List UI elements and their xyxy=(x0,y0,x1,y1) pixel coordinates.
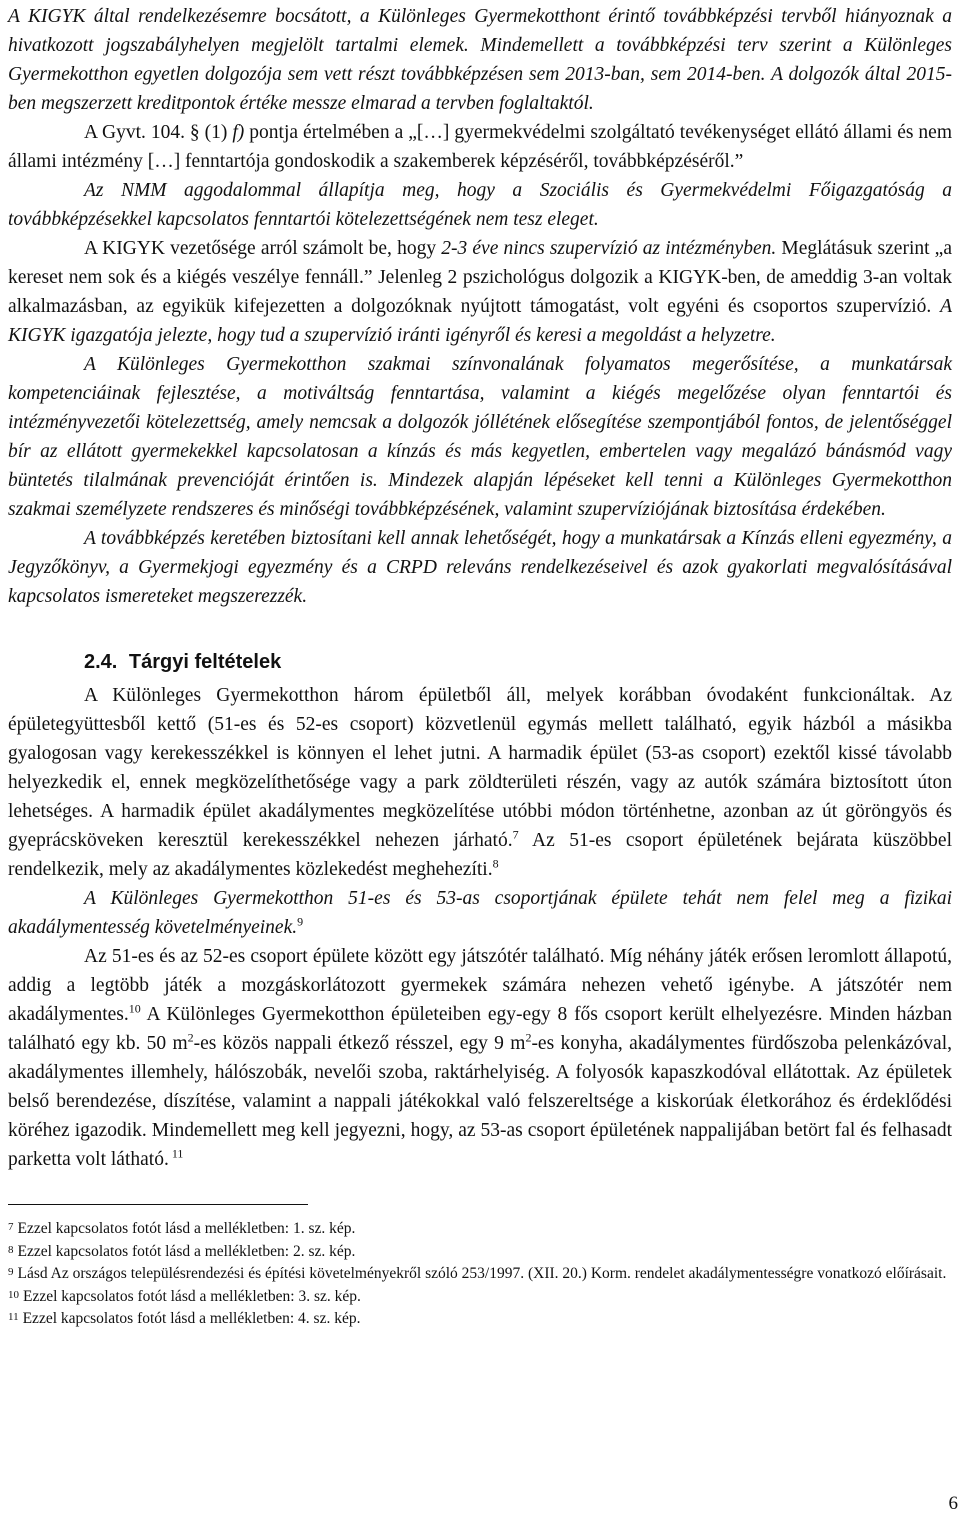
paragraph xyxy=(8,118,952,176)
paragraph xyxy=(8,234,952,350)
footnote-number: 8 xyxy=(8,1243,14,1256)
page-number: 6 xyxy=(948,1493,958,1514)
footnote-text: Ezzel kapcsolatos fotót lásd a mellékletben: 1. sz. kép. xyxy=(17,1220,356,1237)
paragraph xyxy=(8,2,952,118)
footnote-text: Lásd Az országos településrendezési és építési követelményekről szóló 253/1997. (XII. 20.) Korm. rendelet akadálymentességre vonatkozó előírásait. xyxy=(17,1265,947,1282)
text-run: A Különleges Gyermekotthon szakmai színvonalának folyamatos megerősítése, a munkatársak kompetenciáinak fejlesztése, a motiváltság fenntartása, valamint a kiégés megelőzése olyan fenntartói és intézményvezetői kötelezettség, amely nemcsak a dolgozók jóllétének elősegítése szempontjából fontos, de jelentőséggel bír az ellátott gyermekekkel kapcsolatosan a kínzás és más kegyetlen, embertelen vagy megalázó bánásmód vagy büntetés tilalmának prevencióját érintően is. Mindezek alapján lépéseket kell tenni a Különleges Gyermekotthon szakmai személyzete rendszeres és minőségi továbbképzésének, valamint szupervíziójának biztosítása érdekében. xyxy=(8,354,952,520)
text-run: pontja értelmében a „[…] gyermekvédelmi szolgáltató tevékenységet ellátó állami és nem állami intézmény […] fenntartója gondoskodik a szakemberek képzéséről, továbbképzéséről.” xyxy=(8,122,952,172)
text-run: A továbbképzés keretében biztosítani kell annak lehetőségét, hogy a munkatársak a Kínzás elleni egyezmény, a Jegyzőkönyv, a Gyermekjogi egyezmény és a CRPD releváns rendelkezéseivel és azok gyakorlati megvalósításával kapcsolatos ismereteket megszerezzék. xyxy=(8,528,952,607)
footnote xyxy=(8,1285,952,1308)
text-run: A KIGYK vezetősége arról számolt be, hogy xyxy=(84,238,442,259)
text-run: A KIGYK igazgatója jelezte, hogy tud a szupervízió iránti igényről és keresi a megoldást a helyzetre. xyxy=(8,296,952,346)
text-run: A Gyvt. 104. § (1) xyxy=(84,122,233,143)
text-run: A Különleges Gyermekotthon három épületből áll, melyek korábban óvodaként funkcionáltak. Az épületegyüttesből kettő (51-es és 52-es csoport) közvetlenül egymás mellett található, egyik házból a másikba gyalogosan vagy kerekesszékkel is könnyen el lehet jutni. A harmadik épület (53-as csoport) ezektől kissé távolabb helyezkedik el, ennek megközelíthetősége vagy a park zöldterületi részén, vagy az autók számára biztosított úton lehetséges. A harmadik épület akadálymentes megközelítése utóbbi módon történhetne, azonban az út göröngyös és gyeprácsköveken keresztül kerekesszékkel nehezen járható. xyxy=(8,685,952,851)
footnote-reference: 2 xyxy=(187,1030,194,1045)
footnote-number: 9 xyxy=(8,1266,14,1278)
paragraph xyxy=(8,524,952,611)
footnote-text: Ezzel kapcsolatos fotót lásd a mellékletben: 4. sz. kép. xyxy=(22,1310,361,1327)
footnote-text: Ezzel kapcsolatos fotót lásd a mellékletben: 3. sz. kép. xyxy=(23,1287,361,1305)
text-run: -es konyha, akadálymentes fürdőszoba pelenkázóval, akadálymentes illemhely, hálószobák, nevelői szoba, raktárhelyiség. A folyosók kapaszkodóval ellátottak. Az épületek belső berendezése, díszítése, valamint a nappali játékokkal való felszereltsége a kiskorúak életkorához és érdeklődési köréhez igazodik. Mindemellett meg kell jegyezni, hogy, az 53-as csoport épületének nappalijában betört fal és felhasadt parketta volt látható. xyxy=(8,1033,952,1170)
footnote-number: 7 xyxy=(8,1221,14,1233)
text-run: f) xyxy=(232,122,245,143)
footnote-number: 11 xyxy=(8,1311,19,1323)
paragraph xyxy=(8,176,952,234)
footnote xyxy=(8,1217,952,1240)
footnote xyxy=(8,1307,952,1330)
footnote-reference: 9 xyxy=(297,914,304,929)
section-title: Tárgyi feltételek xyxy=(128,651,282,673)
footnote-separator xyxy=(8,1204,308,1205)
text-run: Az 51-es csoport épületének bejárata küszöbbel rendelkezik, mely az akadálymentes közlekedést meghehezíti. xyxy=(8,830,952,880)
footnote-text: Ezzel kapcsolatos fotót lásd a mellékletben: 2. sz. kép. xyxy=(17,1242,356,1260)
text-run: Az NMM aggodalommal állapítja meg, hogy a Szociális és Gyermekvédelmi Főigazgatóság a továbbképzésekkel kapcsolatos fenntartói kötelezettségének nem tesz eleget. xyxy=(8,180,952,230)
text-run: A Különleges Gyermekotthon épületeiben egy-egy 8 fős csoport került elhelyezésre. Minden házban található egy kb. 50 m xyxy=(8,1004,952,1054)
document-page xyxy=(8,0,952,1530)
footnote-reference: 11 xyxy=(168,1146,184,1161)
footnote xyxy=(8,1262,952,1285)
paragraph xyxy=(8,350,952,524)
footnote-reference: 7 xyxy=(512,827,519,842)
paragraph xyxy=(8,942,952,1174)
text-run: -es közös nappali étkező résszel, egy 9 m xyxy=(193,1033,526,1054)
footnote-number: 10 xyxy=(8,1288,19,1301)
section-number: 2.4. xyxy=(84,651,118,673)
footnote xyxy=(8,1240,952,1263)
text-run: 2-3 éve nincs szupervízió az intézményben. xyxy=(441,238,777,259)
section-heading xyxy=(84,647,952,679)
text-run: Meglátásuk szerint „a kereset nem sok és a kiégés veszélye fennáll.” Jelenleg 2 pszichológus dolgozik a KIGYK-ben, de ameddig 3-an voltak alkalmazásban, az egyikük kifejezetten a dolgozóknak nyújtott támogatást, volt egyéni és csoportos szupervízió. xyxy=(8,238,952,317)
report-body-bottom xyxy=(8,679,952,1174)
text-run: A KIGYK által rendelkezésemre bocsátott, a Különleges Gyermekotthont érintő továbbképzési tervből hiányoznak a hivatkozott jogszabályhelyen megjelölt tartalmi elemek. Mindemellett a továbbképzési terv szerint a Különleges Gyermekotthon egyetlen dolgozója sem vett részt továbbképzésen sem 2013-ban, sem 2014-ben. A dolgozók által 2015-ben megszerzett kreditpontok értéke messze elmarad a tervben foglaltaktól. xyxy=(8,6,952,114)
footnote-reference: 8 xyxy=(492,856,499,871)
text-run: A Különleges Gyermekotthon 51-es és 53-as csoportjának épülete tehát nem felel meg a fizikai akadálymentesség követelményeinek. xyxy=(8,888,952,938)
footnotes xyxy=(8,1217,952,1330)
footnote-reference: 10 xyxy=(128,1001,141,1016)
text-run: Az 51-es és az 52-es csoport épülete között egy játszótér található. Míg néhány játék erősen leromlott állapotú, addig a legtöbb játék a mozgáskorlátozott gyermekek számára nehezen vehető igénybe. A játszótér nem akadálymentes. xyxy=(8,946,952,1025)
footnote-reference: 2 xyxy=(525,1030,532,1045)
paragraph xyxy=(8,681,952,884)
report-body-top xyxy=(8,0,952,611)
paragraph xyxy=(8,884,952,942)
